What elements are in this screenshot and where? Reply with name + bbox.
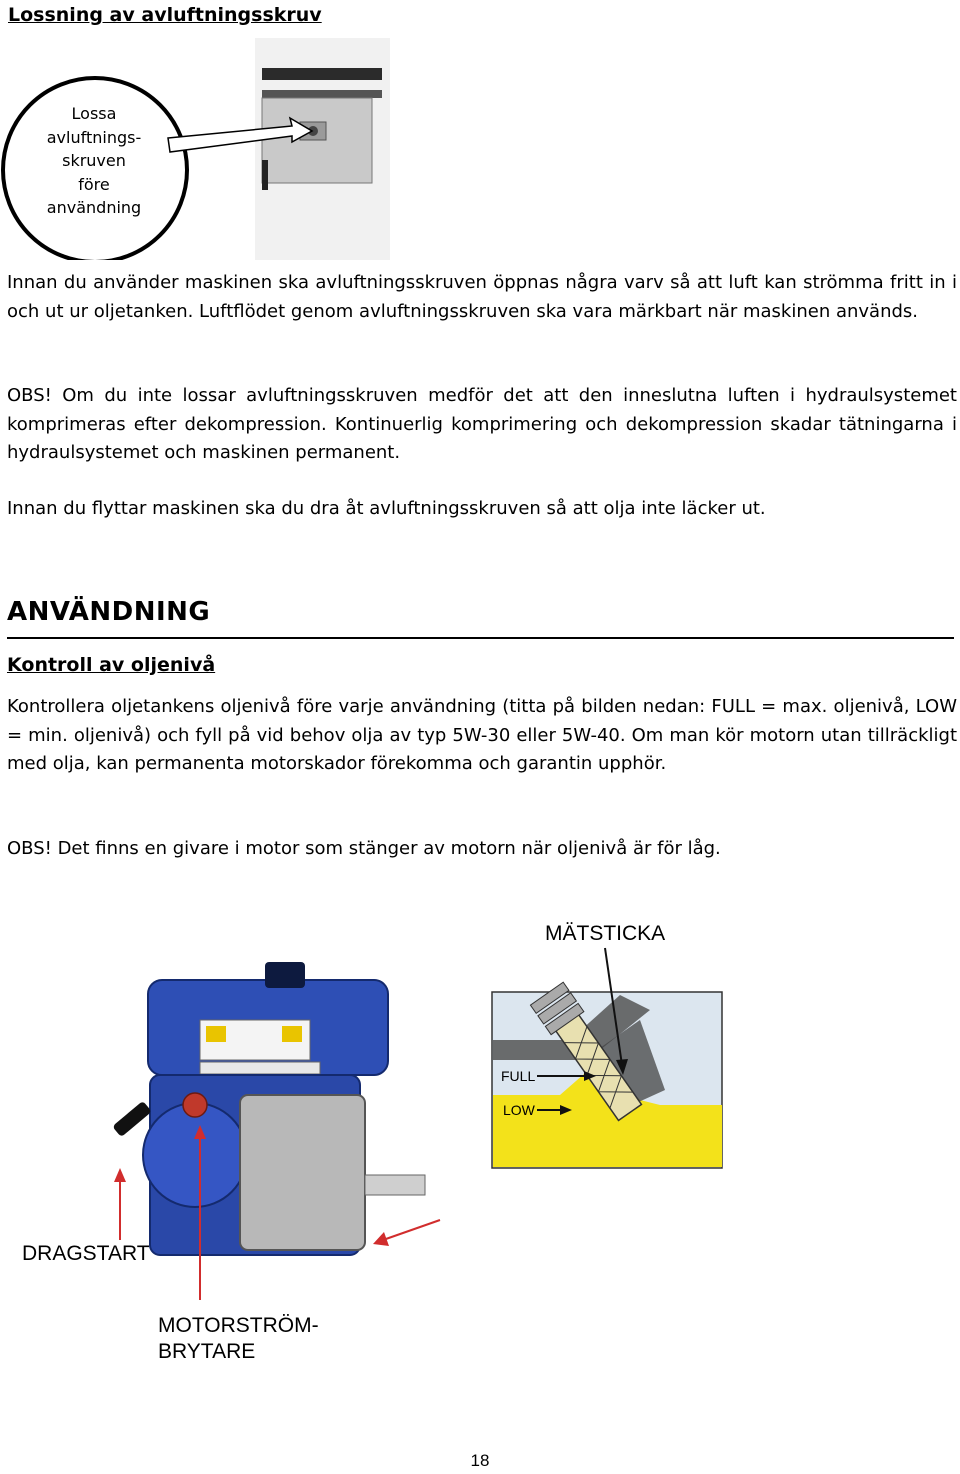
callout-line: användning bbox=[46, 198, 142, 217]
section-heading-usage: ANVÄNDNING bbox=[7, 597, 211, 627]
callout-line: skruven bbox=[62, 151, 126, 170]
dipstick-location-arrow bbox=[383, 1220, 440, 1240]
engine-illustration bbox=[0, 900, 960, 1380]
crankcase bbox=[240, 1095, 365, 1250]
callout-text bbox=[30, 102, 158, 220]
engine-switch-label-line: MOTORSTRÖM- bbox=[158, 1314, 319, 1337]
bleed-screw-figure bbox=[0, 30, 400, 260]
bracket-part bbox=[262, 160, 268, 190]
engine-switch-label-line: BRYTARE bbox=[158, 1340, 256, 1363]
heading-rule bbox=[7, 637, 954, 639]
paragraph-bleed-transport: Innan du flyttar maskinen ska du dra åt avluftningsskruven så att olja inte läcker ut. bbox=[7, 498, 766, 519]
paragraph-oil-sensor: OBS! Det finns en givare i motor som stänger av motorn när oljenivå är för låg. bbox=[7, 838, 721, 859]
callout-line: före bbox=[78, 174, 110, 194]
callout-line: Lossa bbox=[71, 104, 117, 123]
starter-arrowhead bbox=[114, 1168, 126, 1182]
paragraph-bleed-intro: Innan du använder maskinen ska avluftningsskruven öppnas några varv så att luft kan strömma fritt in i och ut ur oljetanken. Luftflödet genom avluftningsskruven ska vara märkbart när maskinen används. bbox=[7, 272, 957, 322]
engine-switch bbox=[183, 1093, 207, 1117]
dipstick-label: MÄTSTICKA bbox=[545, 922, 666, 945]
low-label: LOW bbox=[503, 1102, 535, 1118]
engine-figure bbox=[0, 900, 960, 1380]
full-label: FULL bbox=[501, 1068, 536, 1084]
warning-symbol bbox=[282, 1026, 302, 1042]
callout-line: avluftnings- bbox=[46, 127, 142, 147]
paragraph-bleed-warning: OBS! Om du inte lossar avluftningsskruven medför det att den inneslutna luften i hydraulsystemet komprimeras efter dekompression. Kontinuerlig komprimering och dekompression skadar tätningarna i hydraulsystemet och maskinen permanent. bbox=[7, 385, 957, 463]
info-label bbox=[200, 1062, 320, 1074]
starter-handle bbox=[112, 1101, 152, 1137]
section-heading-bleed-screw: Lossning av avluftningsskruv bbox=[8, 4, 322, 26]
starter-label: DRAGSTART bbox=[22, 1242, 150, 1265]
hydraulic-rod-lower bbox=[262, 90, 382, 98]
engine-switch-label bbox=[158, 1313, 319, 1365]
fuel-cap bbox=[265, 962, 305, 988]
hydraulic-rod bbox=[262, 68, 382, 80]
paragraph-oil-check: Kontrollera oljetankens oljenivå före varje användning (titta på bilden nedan: FULL = max. oljenivå, LOW = min. oljenivå) och fyll på vid behov olja av typ 5W-30 eller 5W-40. Om man kör motorn utan tillräckligt med olja, kan permanenta motorskador förekomma och garantin upphör. bbox=[7, 696, 957, 774]
recoil-starter-housing bbox=[143, 1103, 247, 1207]
output-shaft bbox=[365, 1175, 425, 1195]
warning-symbol bbox=[206, 1026, 226, 1042]
subheading-oil-level: Kontroll av oljenivå bbox=[7, 654, 216, 676]
page-number: 18 bbox=[470, 1451, 490, 1470]
